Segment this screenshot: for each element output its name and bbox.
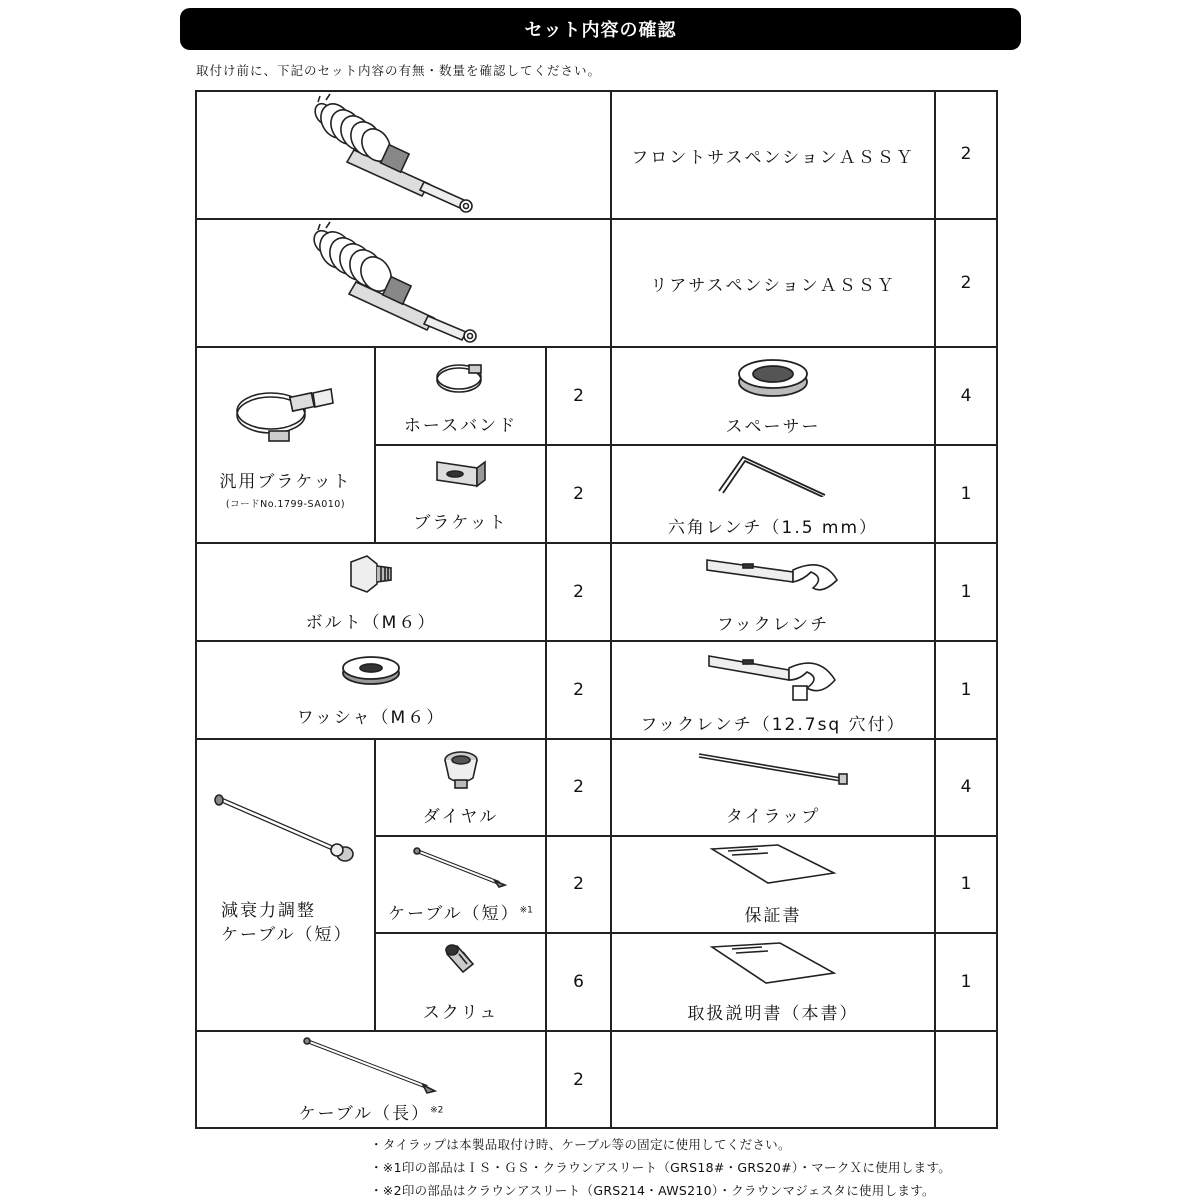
rear-suspension-qty: 2 bbox=[960, 273, 972, 293]
warranty-cell bbox=[612, 837, 934, 932]
washer-cell bbox=[197, 642, 545, 738]
cable-short-mark: ※1 bbox=[519, 905, 533, 916]
hook-wrench-hole-icon bbox=[703, 646, 843, 702]
hose-band-label: ホースバンド bbox=[403, 415, 518, 436]
bolt-icon bbox=[343, 552, 399, 596]
hose-band-cell bbox=[376, 348, 545, 444]
bracket-cell bbox=[376, 446, 545, 542]
tie-wrap-qty: 4 bbox=[960, 777, 972, 797]
note-tie-wrap: ・タイラップは本製品取付け時、ケーブル等の固定に使用してください。 bbox=[370, 1137, 791, 1152]
bolt-cell bbox=[197, 544, 545, 640]
spacer-qty: 4 bbox=[960, 386, 972, 406]
cable-long-label: ケーブル（長） bbox=[298, 1104, 431, 1124]
cable-long-qty: 2 bbox=[573, 1070, 584, 1090]
screw-qty: 6 bbox=[573, 972, 584, 992]
screw-cell bbox=[376, 934, 545, 1030]
intro-text: 取付け前に、下記のセット内容の有無・数量を確認してください。 bbox=[196, 63, 602, 78]
hook-wrench-label: フックレンチ bbox=[716, 614, 830, 635]
hex-wrench-qty: 1 bbox=[960, 484, 972, 504]
washer-label: ワッシャ（M６） bbox=[296, 707, 446, 728]
rear-suspension-icon bbox=[294, 220, 514, 346]
note-mark-2: ・※2印の部品はクラウンアスリート（GRS214・AWS210）・クラウンマジェスタに使用します。 bbox=[370, 1183, 935, 1198]
hose-band-qty: 2 bbox=[573, 386, 584, 406]
manual-qty: 1 bbox=[960, 972, 972, 992]
dial-qty: 2 bbox=[573, 777, 584, 797]
damper-cable-icon bbox=[211, 792, 361, 864]
bracket-label: ブラケット bbox=[413, 512, 508, 533]
dial-label: ダイヤル bbox=[422, 807, 499, 827]
cable-long-mark: ※2 bbox=[430, 1105, 444, 1116]
hook-wrench-hole-label: フックレンチ（12.7sq 穴付） bbox=[640, 714, 906, 735]
damper-cable-cell bbox=[197, 740, 374, 1030]
hose-band-icon bbox=[431, 357, 491, 397]
hex-wrench-label: 六角レンチ（1.5 mm） bbox=[667, 517, 879, 538]
dial-cell bbox=[376, 740, 545, 835]
warranty-qty: 1 bbox=[960, 874, 972, 894]
universal-bracket-code: (コードNo.1799-SA010) bbox=[225, 498, 346, 510]
bolt-label: ボルト（M６） bbox=[305, 612, 437, 633]
hook-wrench-cell bbox=[612, 544, 934, 640]
universal-bracket-label: 汎用ブラケット bbox=[219, 471, 352, 492]
damper-cable-label-line1: 減衰力調整 bbox=[221, 901, 316, 921]
manual-cell bbox=[612, 934, 934, 1030]
warranty-label: 保証書 bbox=[744, 906, 802, 926]
hook-wrench-icon bbox=[703, 550, 843, 600]
spacer-icon bbox=[735, 356, 811, 400]
cable-short-cell bbox=[376, 837, 545, 932]
tie-wrap-label: タイラップ bbox=[725, 807, 821, 827]
hex-wrench-icon bbox=[713, 451, 833, 497]
table-border-right bbox=[996, 90, 998, 1129]
bracket-group-cell bbox=[197, 348, 374, 542]
front-suspension-icon bbox=[294, 92, 514, 218]
hook-wrench-hole-qty: 1 bbox=[960, 680, 972, 700]
spacer-label: スペーサー bbox=[725, 416, 821, 437]
manual-icon bbox=[708, 941, 838, 985]
hex-wrench-cell bbox=[612, 446, 934, 542]
front-suspension-qty: 2 bbox=[960, 144, 972, 164]
manual-label: 取扱説明書（本書） bbox=[687, 1003, 859, 1024]
bolt-qty: 2 bbox=[573, 582, 584, 602]
note-mark-1: ・※1印の部品はＩＳ・ＧＳ・クラウンアスリート（GRS18#・GRS20#）・マークＸに使用します。 bbox=[370, 1160, 952, 1175]
hook-wrench-hole-cell bbox=[612, 642, 934, 738]
screw-icon bbox=[441, 942, 481, 982]
rear-suspension-image-cell bbox=[197, 220, 610, 346]
damper-cable-label-line2: ケーブル（短） bbox=[221, 925, 353, 945]
cable-short-qty: 2 bbox=[573, 874, 584, 894]
rear-suspension-label: リアサスペンションＡＳＳＹ bbox=[650, 275, 896, 296]
screw-label: スクリュ bbox=[422, 1002, 499, 1023]
universal-bracket-icon bbox=[231, 381, 341, 451]
tie-wrap-cell bbox=[612, 740, 934, 835]
spacer-cell bbox=[612, 348, 934, 444]
cable-long-icon bbox=[301, 1035, 441, 1095]
section-title: セット内容の確認 bbox=[180, 8, 1021, 50]
cable-long-cell bbox=[197, 1032, 545, 1127]
dial-icon bbox=[439, 748, 483, 792]
hook-wrench-qty: 1 bbox=[960, 582, 972, 602]
cable-short-label: ケーブル（短） bbox=[388, 904, 520, 924]
front-suspension-image-cell bbox=[197, 92, 610, 218]
col-divider bbox=[545, 346, 547, 1129]
rear-suspension-label-cell bbox=[612, 220, 934, 346]
cable-short-icon bbox=[411, 845, 511, 889]
bracket-icon bbox=[431, 456, 491, 492]
tie-wrap-icon bbox=[693, 748, 853, 788]
washer-qty: 2 bbox=[573, 680, 584, 700]
warranty-icon bbox=[708, 843, 838, 887]
front-suspension-label-cell bbox=[612, 92, 934, 218]
washer-icon bbox=[339, 653, 403, 687]
bracket-qty: 2 bbox=[573, 484, 584, 504]
front-suspension-label: フロントサスペンションＡＳＳＹ bbox=[631, 147, 915, 168]
table-border-bottom bbox=[195, 1127, 998, 1129]
